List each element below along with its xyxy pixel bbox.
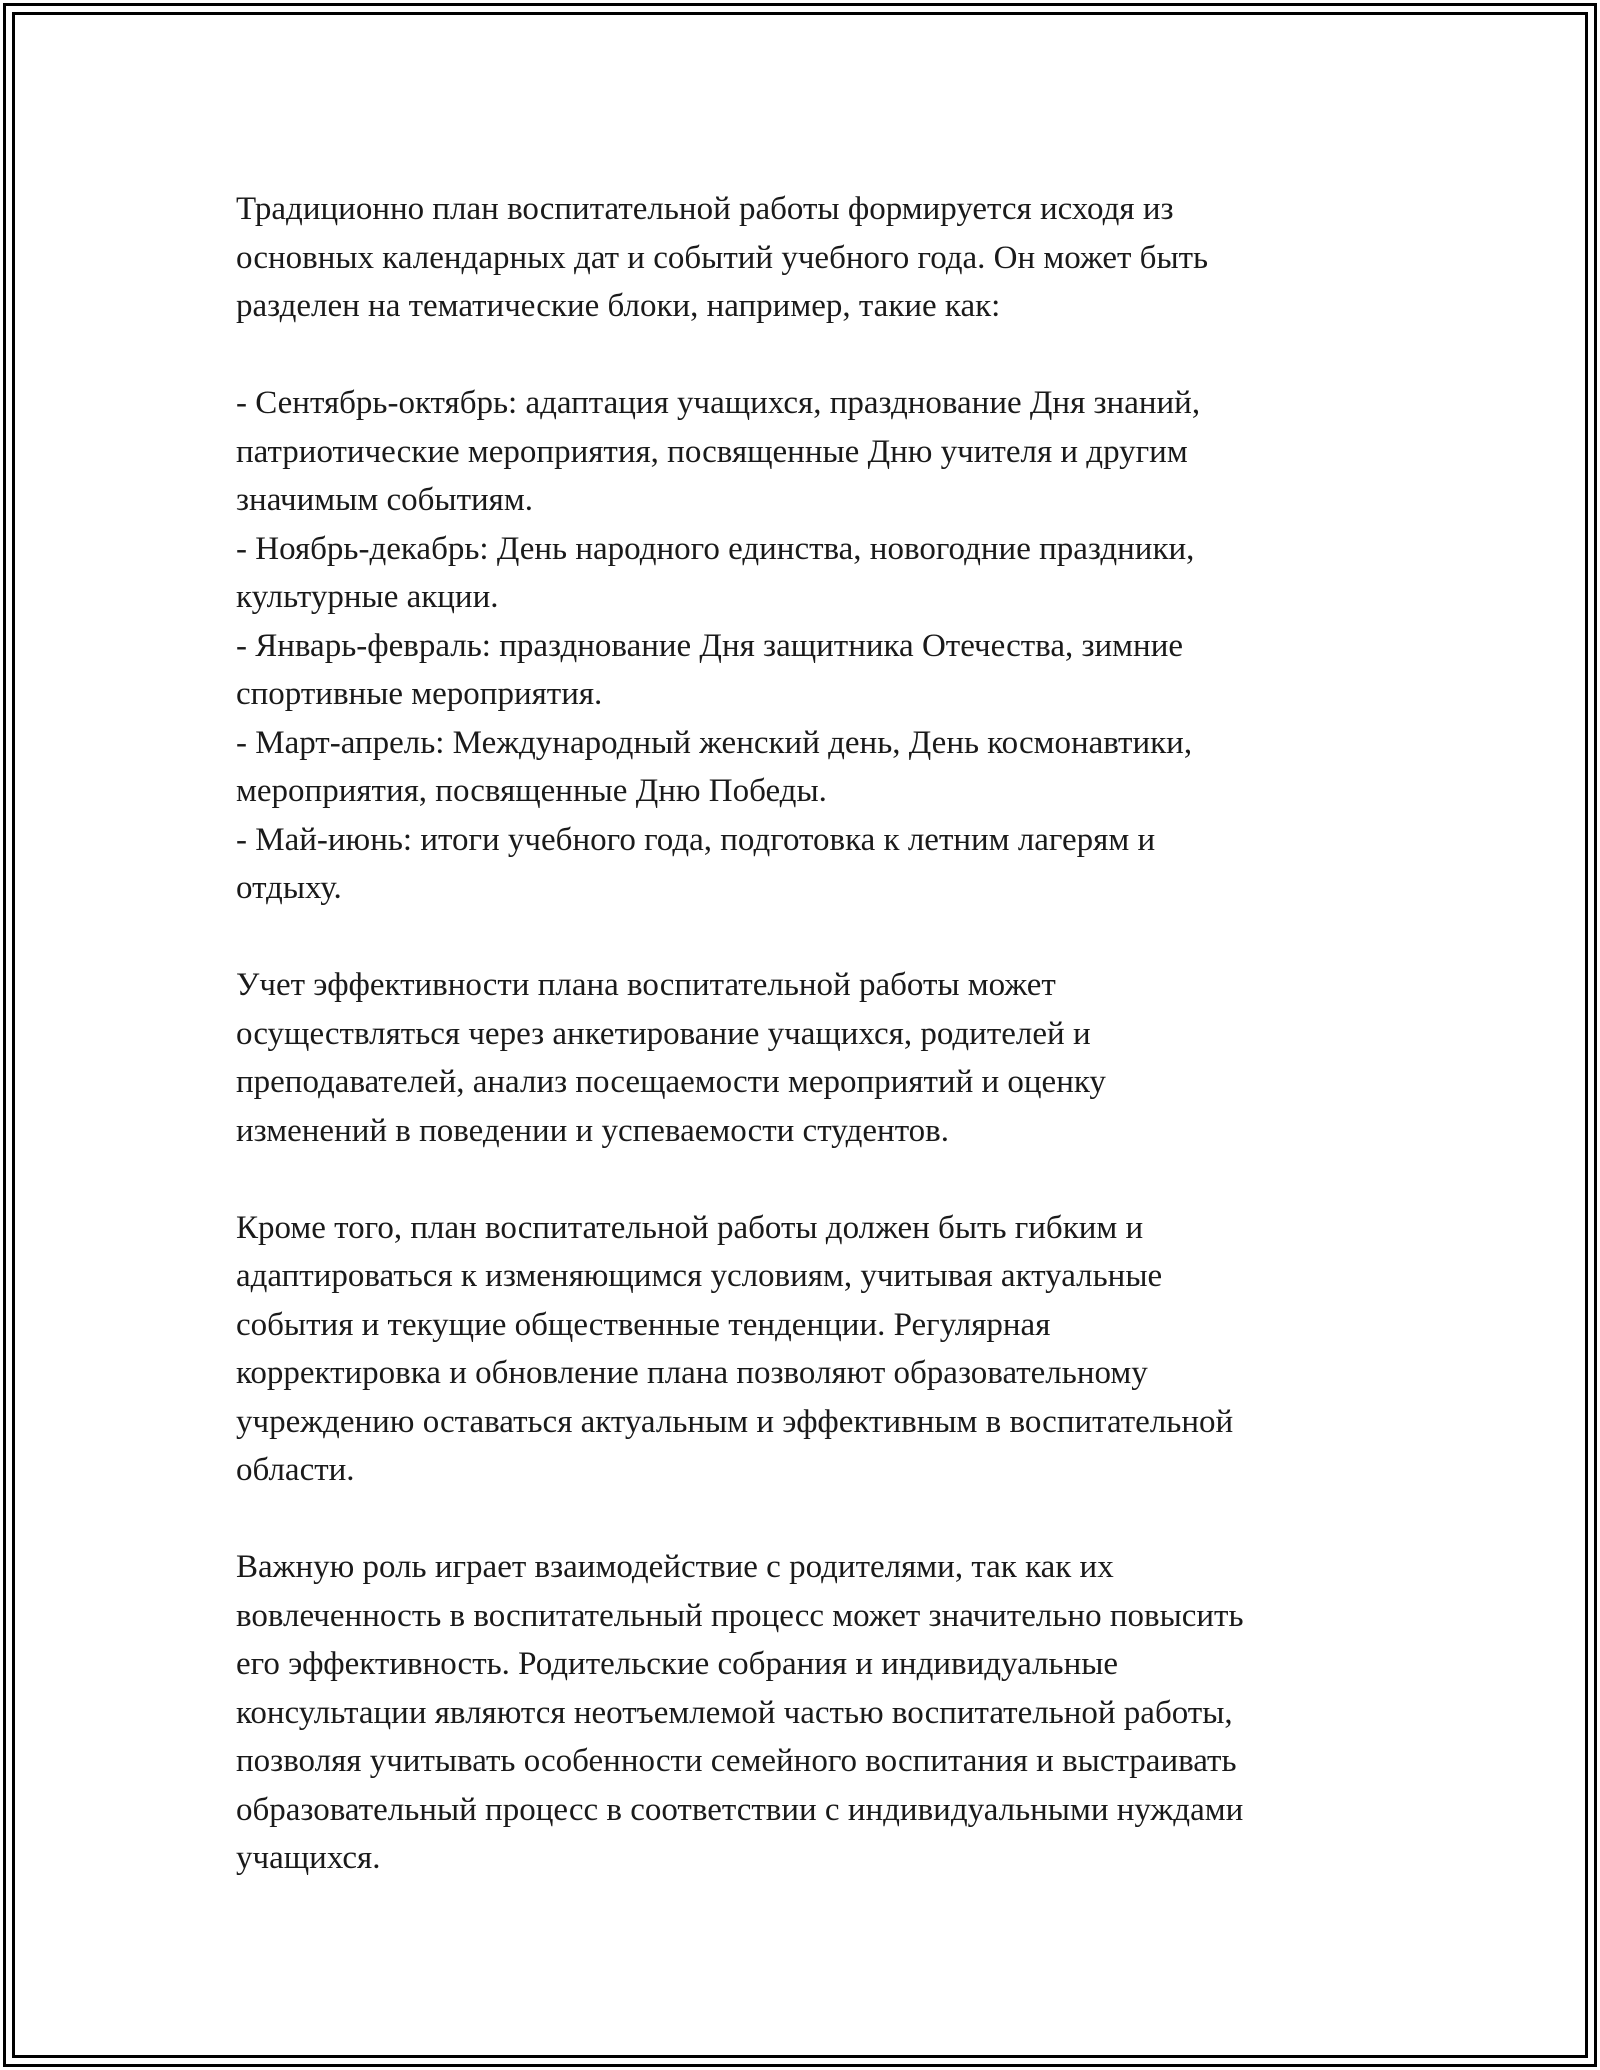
text-line: Важную роль играет взаимодействие с родителями, так как их bbox=[236, 1549, 1114, 1585]
text-line: события и текущие общественные тенденции. Регулярная bbox=[236, 1306, 1051, 1343]
text-line: основных календарных дат и событий учебного года. Он может быть bbox=[236, 239, 1209, 276]
thematic-blocks-list bbox=[236, 379, 1376, 913]
paragraph-parents bbox=[236, 1543, 1376, 1883]
list-item-line: - Май-июнь: итоги учебного года, подготовка к летним лагерям и bbox=[236, 821, 1156, 858]
text-line: области. bbox=[236, 1452, 355, 1488]
list-item-line: патриотические мероприятия, посвященные Дню учителя и другим bbox=[236, 433, 1188, 470]
text-line: разделен на тематические блоки, например, такие как: bbox=[236, 288, 1001, 324]
text-line: преподавателей, анализ посещаемости мероприятий и оценку bbox=[236, 1064, 1106, 1100]
text-line: позволяя учитывать особенности семейного воспитания и выстраивать bbox=[236, 1743, 1237, 1779]
list-item-line: значимым событиям. bbox=[236, 482, 533, 518]
text-line: учащихся. bbox=[236, 1840, 381, 1876]
text-line: образовательный процесс в соответствии с индивидуальными нуждами bbox=[236, 1791, 1244, 1828]
paragraph-effectiveness bbox=[236, 961, 1376, 1155]
text-line: консультации являются неотъемлемой частью воспитательной работы, bbox=[236, 1694, 1233, 1731]
text-line: изменений в поведении и успеваемости студентов. bbox=[236, 1112, 950, 1149]
document-body bbox=[236, 185, 1376, 1931]
paragraph-intro bbox=[236, 185, 1376, 331]
text-line: учреждению оставаться актуальным и эффективным в воспитательной bbox=[236, 1403, 1234, 1440]
text-line: вовлеченность в воспитательный процесс может значительно повысить bbox=[236, 1597, 1244, 1634]
list-item-line: культурные акции. bbox=[236, 579, 499, 615]
text-line: Кроме того, план воспитательной работы должен быть гибким и bbox=[236, 1209, 1144, 1246]
list-item-line: - Март-апрель: Международный женский день, День космонавтики, bbox=[236, 724, 1193, 761]
text-line: его эффективность. Родительские собрания и индивидуальные bbox=[236, 1646, 1119, 1682]
paragraph-flexibility bbox=[236, 1204, 1376, 1495]
list-item-line: - Ноябрь-декабрь: День народного единства, новогодние праздники, bbox=[236, 530, 1195, 567]
text-line: адаптироваться к изменяющимся условиям, учитывая актуальные bbox=[236, 1258, 1163, 1294]
list-item-line: - Сентябрь-октябрь: адаптация учащихся, празднование Дня знаний, bbox=[236, 385, 1201, 421]
list-item-line: спортивные мероприятия. bbox=[236, 676, 603, 712]
text-line: корректировка и обновление плана позволяют образовательному bbox=[236, 1355, 1148, 1391]
text-line: осуществляться через анкетирование учащихся, родителей и bbox=[236, 1015, 1091, 1052]
list-item-line: - Январь-февраль: празднование Дня защитника Отечества, зимние bbox=[236, 627, 1184, 664]
text-line: Учет эффективности плана воспитательной работы может bbox=[236, 967, 1056, 1003]
text-line: Традиционно план воспитательной работы формируется исходя из bbox=[236, 191, 1174, 227]
list-item-line: мероприятия, посвященные Дню Победы. bbox=[236, 773, 827, 809]
list-item-line: отдыху. bbox=[236, 870, 342, 906]
